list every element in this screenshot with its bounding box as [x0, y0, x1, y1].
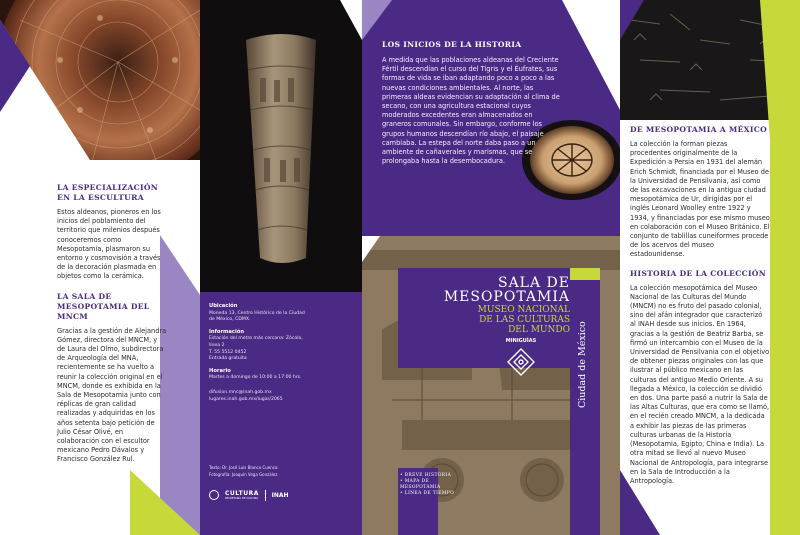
panel-left-section1-body: Estos aldeanos, pioneros en los inicios del poblamiento del territorio que milenios después conoceremos como Mesopotamia, plasmaron su entorno y cosmovisión a través de la decoración plasmada en objetos como la cerámica. — [57, 208, 161, 281]
panel-right-section1-body: La colección la forman piezas procedentes originalmente de la Expedición a Persia en 1931 del alemán Erich Schmidt, financiada por el Museo de la Universidad de Pensilvania, así como de las excavaciones en la antigua ciudad mesopotámica de Ur, dirigidas por el inglés Leonard Woolley entre 1922 y 1934, y financiadas por ese mismo museo en colaboración con el Museo Británico. El conjunto de tablillas cuneiformes procede de los acervos del museo estadounidense. — [630, 140, 770, 259]
location-text: Moneda 13, Centro Histórico de la Ciudad de México, CDMX. — [209, 310, 305, 323]
information-text: Estación del metro más cercana: Zócalo, línea 2 — [209, 336, 303, 348]
cultura-logo-icon — [209, 490, 219, 500]
panel-left-section2-title: LA SALA DE MESOPOTAMIA DEL MNCM — [57, 291, 150, 321]
cover-subtitle-line3: DEL MUNDO — [508, 325, 570, 335]
entry-info: Entrada gratuita — [209, 356, 247, 362]
schedule-text: Martes a domingo de 10:00 a 17:00 hrs. — [209, 375, 302, 381]
cover-toc-item: • BREVE HISTORIA — [400, 473, 452, 478]
cover-city: Ciudad de México — [577, 321, 588, 408]
panel-left-section2-body: Gracias a la gestión de Alejandra Gómez, directora del MNCM, y de Laura del Olmo, subdirectora de Arqueología del MNA, recientemente se ha vuelto a reunir la colección original en el MNCM, donde es exhibida en la Sala de Mesopotamia junto con réplicas de gran calidad realizadas y adquiridas en los años setenta bajo petición de Julio César Olivé, en colaboración con el escultor mexicano Pedro Dávalos y Francisco González Rul. — [57, 326, 167, 464]
panel-info-art — [200, 0, 362, 535]
cultura-logo-text: CULTURA — [225, 490, 259, 497]
panel-right-section1-title: DE MESOPOTAMIA A MÉXICO — [630, 125, 767, 134]
credits-photo: Fotografía: Joaquín Vega González. — [209, 471, 279, 477]
panel-left-section1-title: LA ESPECIALIZACIÓN EN LA ESCULTURA — [57, 183, 159, 202]
panel-left — [0, 0, 200, 535]
schedule-label: Horario — [209, 367, 231, 374]
panel-right-section2-title: HISTORIA DE LA COLECCIÓN — [630, 268, 766, 278]
panel-history-title: LOS INICIOS DE LA HISTORIA — [382, 40, 522, 49]
cover-toc — [400, 473, 460, 497]
logos — [209, 488, 319, 502]
panel-right-section2-body: La colección mesopotámica del Museo Nacional de las Culturas del Mundo (MNCM) no es fruto del pasado colonial, sino del afán integrador que caracterizó al INAH desde sus inicios. En 1964, gracias a la gestión de Beatriz Barba, se firmó un intercambio con el Museo de la Universidad de Pensilvania con el objetivo de obtener piezas originales con las que ilustrar al público mexicano en las culturas del antiguo Medio Oriente. A su llegada a México, la colección se dividió en dos. Una parte pasó a nutrir la Sala de las Altas Culturas, que era como se llamó, en el recién creado MNCM, a la dedicada a exhibir las piezas de las primeras culturas urbanas de la Historia (Mesopotamia, Egipto, China e India). La otra mitad se llevó al nuevo Museo Nacional de Antropología, para integrarse en la Sala de Introducción a la Antropología. — [630, 283, 770, 485]
location-label: Ubicación — [209, 303, 238, 309]
cover-subtitle-line2: DE LAS CULTURAS — [479, 315, 570, 325]
phone-number: T. 55 5512 0452 — [209, 349, 247, 355]
cover — [392, 268, 600, 535]
cover-toc-item: • MAPA DE MESOPOTAMIA — [400, 479, 441, 490]
cover-subtitle-line1: MUSEO NACIONAL — [477, 305, 570, 315]
panel-history-body: A medida que las poblaciones aldeanas del Creciente Fértil descendían el curso del Tigris y el Éufrates, sus formas de vida se iban adaptando poco a poco a las nuevas condiciones ambientales. Al norte, las primeras aldeas evidencian su adaptación al clima de secano, con una agricultura estacional cuyos moderados excedentes eran almacenados en graneros comunales. Sin embargo, conforme los grupos humanos descendían río abajo, el paisaje cambiaba. La estepa del norte daba paso a un ambiente de cañaverales y marismas, que se prolongaba hasta la desembocadura. — [382, 56, 560, 166]
information-label: Información — [209, 328, 245, 335]
contact-email[interactable]: difusion.mnc@inah.gob.mx — [209, 389, 272, 395]
cover-series-label: MINIGUÍAS — [505, 338, 537, 344]
cover-title-line2: MESOPOTAMIA — [443, 289, 570, 305]
cover-toc-item: • LÍNEA DE TIEMPO — [400, 491, 455, 496]
miniguias-emblem-icon — [506, 347, 536, 377]
panel-info — [200, 0, 362, 535]
website-link[interactable]: lugares.inah.gob.mx/lugar/2065 — [209, 396, 283, 402]
inah-logo-text: INAH — [271, 491, 289, 499]
panel-right — [620, 0, 800, 535]
credits-text: Texto: Dr. José Luis Blanco Cuenca. — [209, 465, 279, 470]
cover-title-line1: SALA DE — [497, 275, 570, 291]
panel-history — [362, 0, 620, 535]
cultura-logo-sub: SECRETARÍA DE CULTURA — [225, 497, 259, 500]
